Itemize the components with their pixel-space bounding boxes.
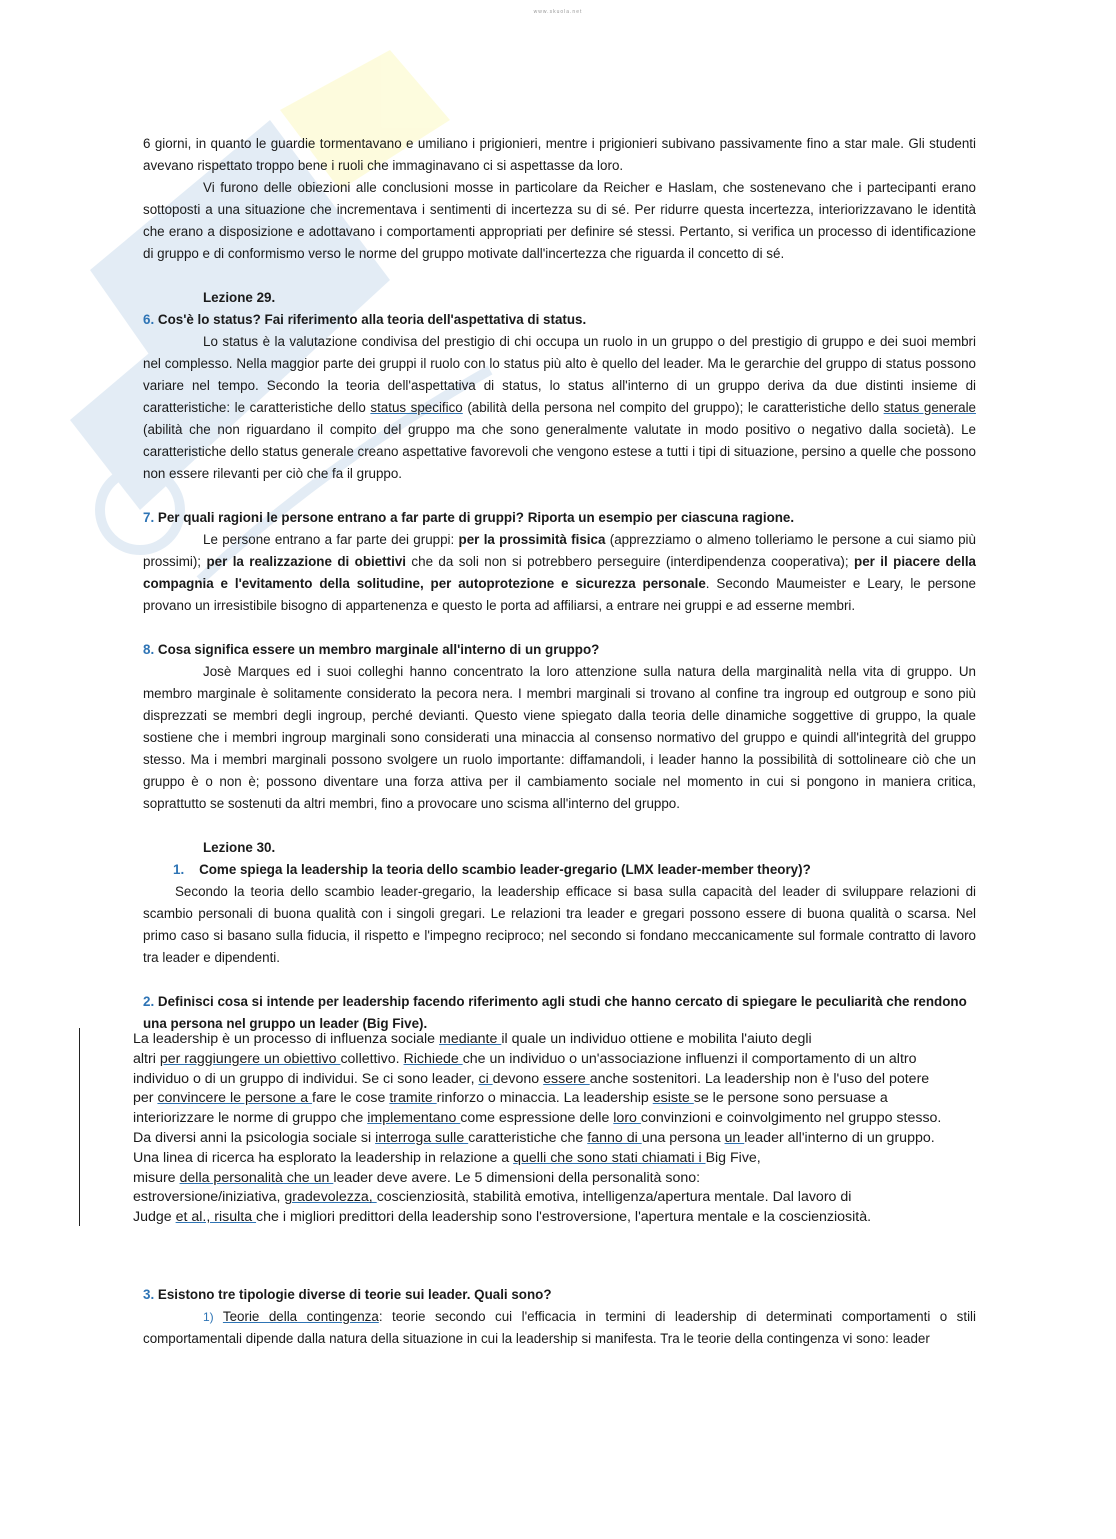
underlined-segment: quelli che sono stati chiamati i <box>513 1149 706 1166</box>
text-segment: anche sostenitori. La leadership non è l'uso del potere <box>589 1070 930 1087</box>
question-8-number: 8. <box>143 642 155 657</box>
underlined-segment: un <box>724 1129 745 1146</box>
underlined-segment: implementano <box>367 1110 461 1127</box>
answer-2-block <box>133 1030 993 1228</box>
answer-2-line <box>133 1070 993 1090</box>
text-segment: per <box>133 1090 158 1107</box>
answer-6-part: (abilità che non riguardano il compito del gruppo ma che sono generalmente valutate in modo positivo o negativo dalla società). Le caratteristiche dello status generale creano aspettative favorevoli che vengono estese a tutti i tipi di situazione, persino a quelle che possono non essere rilevanti per ciò che fa il gruppo. <box>143 422 976 481</box>
underlined-segment: della personalità che un <box>179 1169 334 1186</box>
question-7-text: Per quali ragioni le persone entrano a far parte di gruppi? Riporta un esempio per ciascuna ragione. <box>157 510 795 525</box>
answer-7-part: . Secondo Maumeister e Leary, le persone provano un irresistibile bisogno di appartenenza e questo le porta ad affiliarsi, a entrare nei gruppi e ad esserne membri. <box>143 576 977 613</box>
question-6 <box>143 309 976 331</box>
status-specifico-term: status specifico <box>370 400 463 415</box>
answer-6-part: (abilità della persona nel compito del gruppo); le caratteristiche dello <box>462 400 884 415</box>
text-segment: devono <box>492 1070 544 1087</box>
answer-7-part: Le persone entrano a far parte dei gruppi: <box>203 532 459 547</box>
status-generale-term: status generale <box>883 400 976 415</box>
question-8-text: Cosa significa essere un membro marginale all'interno di un gruppo? <box>157 642 600 657</box>
answer-2-line <box>133 1149 993 1169</box>
text-segment: estroversione/iniziativa, <box>133 1189 285 1206</box>
underlined-segment: loro <box>613 1110 641 1127</box>
question-2-number: 2. <box>143 994 155 1009</box>
underlined-segment: Richiede <box>403 1050 463 1067</box>
underlined-segment: convincere le persone a <box>157 1090 313 1107</box>
answer-7-bold: per la realizzazione di obiettivi <box>206 554 406 569</box>
text-segment: il quale un individuo ottiene e mobilita l'aiuto degli <box>501 1031 812 1047</box>
answer-7-part: (apprezziamo o almeno tolleriamo le persone a cui siamo più prossimi); <box>143 532 976 569</box>
text-segment: individuo o di un gruppo di individui. Se ci sono leader, <box>133 1070 479 1087</box>
underlined-segment: essere <box>543 1070 590 1087</box>
text-segment: Big Five, <box>705 1149 761 1166</box>
answer-8: Josè Marques ed i suoi colleghi hanno concentrato la loro attenzione sulla natura della marginalità nella vita di gruppo. Un membro marginale è solitamente considerato la pecora nera. I membri marginali si trovano al confine tra ingroup ed outgroup e sono più disprezzati se membri degli ingroup, perché devianti. Questo viene spiegato dalla teoria delle dinamiche soggettive di gruppo, la quale sostiene che i membri ingroup marginali sono considerati una minaccia al consenso normativo del gruppo e quindi all'integrità del gruppo stesso. Ma i membri marginali possono svolgere un ruolo importante: diffamandoli, i leader hanno la possibilità di sottolineare ciò che un gruppo è o non è; possono diventare una forza attiva per il cambiamento sociale nel momento in cui si pongono in maniera critica, soprattutto se sostenuti da altri membri, fino a provocare uno scisma all'interno del gruppo. <box>143 664 976 811</box>
answer-2-line <box>133 1169 993 1189</box>
question-2 <box>143 991 976 1035</box>
question-1-number: 1. <box>173 862 185 877</box>
text-segment: misure <box>133 1169 180 1186</box>
question-6-text: Cos'è lo status? Fai riferimento alla teoria dell'aspettativa di status. <box>157 312 587 327</box>
underlined-segment: gradevolezza, <box>284 1189 377 1206</box>
main-content <box>143 133 976 1035</box>
text-segment: rinforzo o minaccia. La leadership <box>436 1090 653 1107</box>
question-6-number: 6. <box>143 312 155 327</box>
text-segment: come espressione delle <box>460 1110 614 1127</box>
answer-6-part: Lo status è la valutazione condivisa del prestigio di chi occupa un ruolo in un gruppo o del prestigio di gruppo e dei suoi membri nel complesso. Nella maggior parte dei gruppi il ruolo con lo status più alto è quello del leader. Ma le gerarchie del gruppo di status possono variare nel tempo. Secondo la teoria dell'aspettativa di status, lo status all'interno di un gruppo deriva da due distinti insieme di caratteristiche: le caratteristiche dello <box>143 334 976 415</box>
answer-2-line <box>133 1050 993 1070</box>
text-segment: leader deve avere. Le 5 dimensioni della personalità sono: <box>333 1169 701 1186</box>
text-segment: La leadership è un processo di influenza sociale <box>133 1031 440 1047</box>
revision-bar <box>79 1028 80 1226</box>
answer-3-item <box>143 1306 976 1350</box>
text-segment: una persona <box>641 1129 725 1146</box>
underlined-segment: interroga sulle <box>375 1129 469 1146</box>
item-title: Teorie della contingenza <box>222 1309 379 1324</box>
answer-2-line <box>133 1129 993 1149</box>
text-segment: collettivo. <box>340 1050 404 1067</box>
text-segment: Una linea di ricerca ha esplorato la leadership in relazione a <box>133 1149 514 1166</box>
question-2-text: Definisci cosa si intende per leadership facendo riferimento agli studi che hanno cercato di spiegare le peculiarità che rendono una persona nel gruppo un leader (Big Five). <box>143 994 967 1031</box>
question-3-text: Esistono tre tipologie diverse di teorie sui leader. Quali sono? <box>157 1287 552 1302</box>
answer-7-part: che da soli non si potrebbero perseguire (interdipendenza cooperativa); <box>406 554 855 569</box>
question-7 <box>143 507 976 529</box>
answer-1: Secondo la teoria dello scambio leader-gregario, la leadership efficace si basa sulla capacità del leader di sviluppare relazioni di scambio personali di buona qualità con i singoli gregari. Le relazioni tra leader e gregari possono essere di buona qualità o scarsa. Nel primo caso si basano sulla fiducia, il rispetto e l'impegno reciproco; nel secondo si fondano meccanicamente sul formale contratto di lavoro tra leader e dipendenti. <box>143 884 976 965</box>
question-1 <box>143 859 976 881</box>
header-mark: www.skuola.net <box>533 9 583 15</box>
text-segment: leader all'interno di un gruppo. <box>744 1129 935 1146</box>
answer-7-bold: per il piacere della compagnia e l'evitamento della solitudine, per autoprotezione e sicurezza personale <box>143 554 976 591</box>
text-segment: altri <box>133 1050 160 1067</box>
text-segment: se le persone sono persuase a <box>693 1090 888 1107</box>
underlined-segment: mediante <box>439 1031 502 1047</box>
text-segment: fare le cose <box>312 1090 390 1107</box>
underlined-segment: tramite <box>389 1090 437 1107</box>
text-segment: interiorizzare le norme di gruppo che <box>133 1110 368 1127</box>
answer-2-line <box>133 1089 993 1109</box>
underlined-segment: esiste <box>652 1090 694 1107</box>
text-segment: coscienziosità, stabilità emotiva, intelligenza/apertura mentale. Dal lavoro di <box>376 1189 852 1206</box>
underlined-segment: fanno di <box>587 1129 642 1146</box>
lesson-30-title: Lezione 30. <box>203 840 276 855</box>
answer-2-line <box>133 1030 993 1050</box>
intro-paragraph-1: 6 giorni, in quanto le guardie tormentavano e umiliano i prigionieri, mentre i prigionieri subivano passivamente fino a star male. Gli studenti avevano rispettato troppo bene i ruoli che immaginavano ci si aspettasse da loro. <box>143 136 976 173</box>
answer-2-line <box>133 1109 993 1129</box>
answer-7-bold: per la prossimità fisica <box>458 532 606 547</box>
text-segment: che i migliori predittori della leadership sono l'estroversione, l'apertura mentale e la coscienziosità. <box>256 1209 872 1226</box>
question-3-section <box>143 1284 976 1350</box>
lesson-29-title: Lezione 29. <box>203 290 276 305</box>
item-text: : teorie secondo cui l'efficacia in termini di leadership di determinati comportamenti o stili comportamentali dipende dalla natura della situazione in cui la leadership si manifesta. Tra le teorie della contingenza vi sono: leader <box>143 1309 977 1346</box>
text-segment: caratteristiche che <box>468 1129 588 1146</box>
question-8 <box>143 639 976 661</box>
text-segment: Da diversi anni la psicologia sociale si <box>133 1129 376 1146</box>
answer-6 <box>143 331 976 485</box>
underlined-segment: ci <box>478 1070 493 1087</box>
underlined-segment: per raggiungere un obiettivo <box>159 1050 341 1067</box>
question-1-text: Come spiega la leadership la teoria dello scambio leader-gregario (LMX leader-member theory)? <box>199 862 811 877</box>
answer-2-line <box>133 1208 993 1228</box>
text-segment: che un individuo o un'associazione influenzi il comportamento di un altro <box>462 1050 917 1067</box>
text-segment: Judge <box>133 1209 176 1226</box>
text-segment: convinzioni e coinvolgimento nel gruppo stesso. <box>640 1110 942 1127</box>
intro-paragraph-2: Vi furono delle obiezioni alle conclusioni mosse in particolare da Reicher e Haslam, che sostenevano che i partecipanti erano sottoposti a una situazione che incrementava i sentimenti di incertezza su di sé. Per ridurre questa incertezza, interiorizzavano le identità che erano a disposizione e adottavano i comportamenti appropriati per definire sé stessi. Pertanto, si verifica un processo di identificazione di gruppo e di conformismo verso le norme del gruppo motivate dall'incertezza che riguarda il concetto di sé. <box>143 180 976 261</box>
question-3-number: 3. <box>143 1287 155 1302</box>
item-number: 1) <box>203 1310 214 1324</box>
answer-2-line <box>133 1188 993 1208</box>
underlined-segment: et al., risulta <box>175 1209 257 1226</box>
question-7-number: 7. <box>143 510 155 525</box>
answer-7 <box>143 529 976 617</box>
question-3 <box>143 1284 976 1306</box>
